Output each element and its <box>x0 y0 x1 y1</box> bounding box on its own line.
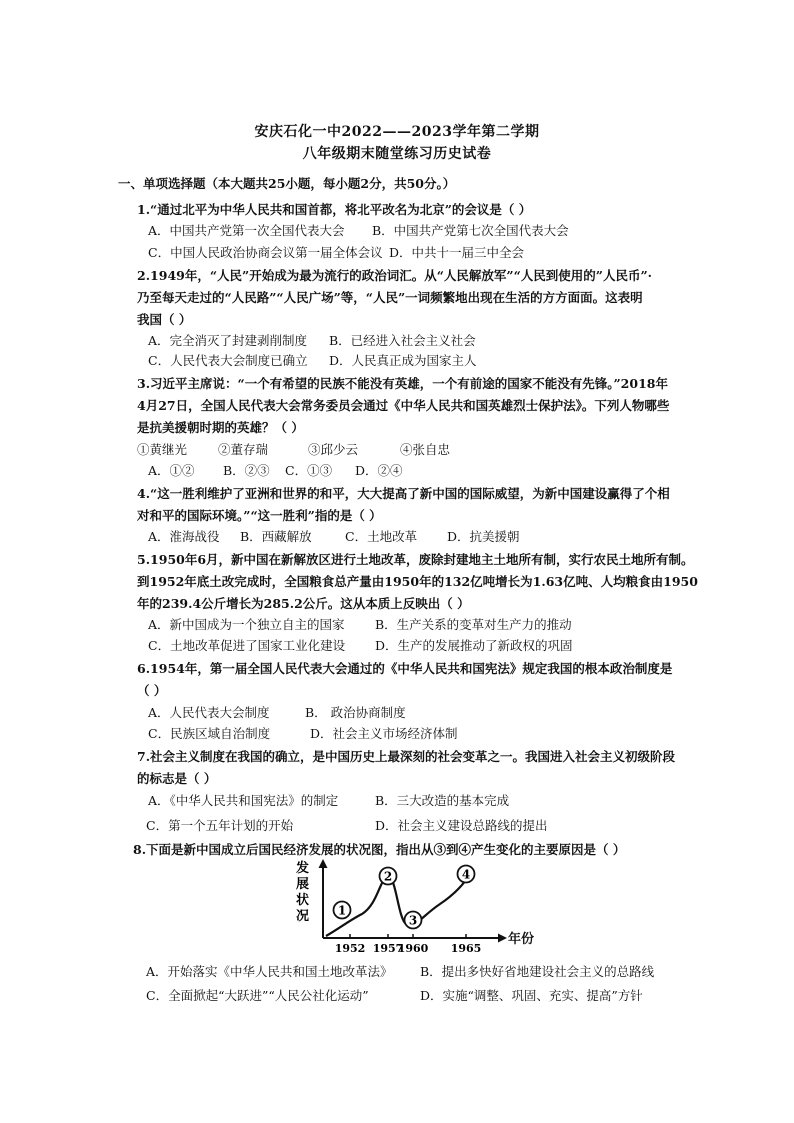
q3-option-b: B．②③ <box>223 463 270 478</box>
q5-option-d: D．生产的发展推动了新政权的巩固 <box>375 638 573 653</box>
q7-stem-line1: 7.社会主义制度在我国的确立，是中国历史上最深刻的社会变革之一。我国进入社会主义初级阶段 <box>137 749 676 764</box>
q5-option-a: A．新中国成为一个独立自主的国家 <box>148 617 345 632</box>
q6-stem-line1: 6.1954年，第一届全国人民代表大会通过的《中华人民共和国宪法》规定我国的根本政治制度是 <box>137 661 673 676</box>
q4-option-b: B．西藏解放 <box>240 529 312 544</box>
q3-stem-line3: 是抗美援朝时期的英雄？（ ） <box>137 420 304 435</box>
q1-stem: 1.“通过北平为中华人民共和国首都，将北平改名为北京”的会议是（ ） <box>137 202 532 217</box>
chart-ylabel-char: 发 <box>296 861 310 876</box>
q3-choice-4: ④张自忠 <box>400 442 451 457</box>
q3-choice-1: ①黄继光 <box>137 442 188 457</box>
q5-stem-line1: 5.1950年6月，新中国在新解放区进行土地改革，废除封建地主土地所有制，实行农民土地所有制。 <box>137 552 694 567</box>
q2-stem-line2: 乃至每天走过的“人民路”“人民广场”等，“人民”一词频繁地出现在生活的方方面面。这表明 <box>137 290 643 305</box>
chart-ylabel <box>295 860 309 924</box>
chart-marker-label: 1 <box>337 903 347 918</box>
q6-option-c: C．民族区域自治制度 <box>148 726 271 741</box>
chart-ylabel-char: 展 <box>296 877 310 892</box>
q5-stem-line3: 年的239.4公斤增长为285.2公斤。这从本质上反映出（ ） <box>137 596 470 611</box>
q3-choice-3: ③邱少云 <box>308 442 359 457</box>
q2-option-a: A．完全消灭了封建剥削制度 <box>148 333 308 348</box>
chart-xlabel: 年份 <box>508 932 535 947</box>
q5-option-c: C．土地改革促进了国家工业化建设 <box>148 638 346 653</box>
chart-x-tick-label: 1957 <box>372 942 404 955</box>
q5-option-b: B．生产关系的变革对生产力的推动 <box>375 617 572 632</box>
q6-stem-line2: （ ） <box>137 683 167 698</box>
q3-choice-2: ②董存瑞 <box>218 442 269 457</box>
q6-option-d: D．社会主义市场经济体制 <box>310 726 458 741</box>
exam-title-line1: 安庆石化一中2022——2023学年第二学期 <box>254 124 540 140</box>
q6-option-a: A．人民代表大会制度 <box>148 705 270 720</box>
q3-stem-line2: 4月27日，全国人民代表大会常务委员会通过《中华人民共和国英雄烈士保护法》。下列人物哪些 <box>137 398 670 413</box>
chart-marker-label: 2 <box>383 869 393 884</box>
q2-option-d: D．人民真正成为国家主人 <box>329 353 477 368</box>
q8-stem: 8.下面是新中国成立后国民经济发展的状况图，指出从③到④产生变化的主要原因是（ ） <box>133 842 626 857</box>
q1-option-b: B．中国共产党第七次全国代表大会 <box>372 223 569 238</box>
q8-option-a: A．开始落实《中华人民共和国土地改革法》 <box>146 964 393 979</box>
q4-option-c: C．土地改革 <box>345 529 418 544</box>
q3-option-d: D．②④ <box>355 463 403 478</box>
chart-x-tick-label: 1960 <box>397 942 429 955</box>
chart-x-tick-label: 1965 <box>450 942 482 955</box>
q8-option-d: D．实施“调整、巩固、充实、提高”方针 <box>420 988 643 1003</box>
q2-stem-line3: 我国（ ） <box>137 312 192 327</box>
chart-marker-label: 3 <box>408 913 418 928</box>
q1-option-c: C．中国人民政治协商会议第一届全体会议 <box>148 245 383 260</box>
q3-stem-line1: 3.习近平主席说：“一个有希望的民族不能没有英雄，一个有前途的国家不能没有先锋。”2018年 <box>137 376 668 391</box>
exam-title-line2: 八年级期末随堂练习历史试卷 <box>302 146 492 162</box>
q1-option-a: A．中国共产党第一次全国代表大会 <box>148 223 345 238</box>
q1-option-d: D．中共十一届三中全会 <box>389 245 525 260</box>
chart-ylabel-char: 况 <box>296 909 310 924</box>
q4-option-d: D．抗美援朝 <box>447 529 520 544</box>
economic-development-chart <box>290 858 535 958</box>
q4-stem-line1: 4.“这一胜利维护了亚洲和世界的和平，大大提高了新中国的国际威望，为新中国建设赢得了个相 <box>137 486 670 501</box>
q4-stem-line2: 对和平的国际环境。”“这一胜利”指的是（ ） <box>137 508 382 523</box>
q7-stem-line2: 的标志是（ ） <box>137 771 217 786</box>
section-heading: 一、单项选择题（本大题共25小题，每小题2分，共50分。） <box>118 176 456 191</box>
q2-stem-line1: 2.1949年，“人民”开始成为最为流行的政治词汇。从“人民解放军”“人民到使用的”人民币”· <box>137 268 653 283</box>
chart-marker-label: 4 <box>461 867 471 882</box>
q5-stem-line2: 到1952年底土改完成时，全国粮食总产量由1950年的132亿吨增长为1.63亿吨、人均粮食由1950 <box>137 574 698 589</box>
q8-option-c: C．全面掀起“大跃进”“人民公社化运动” <box>146 988 369 1003</box>
q7-option-b: B．三大改造的基本完成 <box>375 793 510 808</box>
q7-option-d: D．社会主义建设总路线的提出 <box>375 818 548 833</box>
q4-option-a: A．淮海战役 <box>148 529 220 544</box>
q3-option-c: C．①③ <box>285 463 333 478</box>
q2-option-c: C．人民代表大会制度已确立 <box>148 353 308 368</box>
q8-option-b: B．提出多快好省地建设社会主义的总路线 <box>420 964 655 979</box>
chart-ylabel-char: 状 <box>296 893 310 908</box>
q7-option-a: A．《中华人民共和国宪法》的制定 <box>148 793 339 808</box>
q2-option-b: B．已经进入社会主义社会 <box>329 333 476 348</box>
q6-option-b: B． 政治协商制度 <box>305 705 406 720</box>
q7-option-c: C．第一个五年计划的开始 <box>146 818 294 833</box>
chart-x-tick-label: 1952 <box>334 942 366 955</box>
q3-option-a: A．①② <box>148 463 195 478</box>
